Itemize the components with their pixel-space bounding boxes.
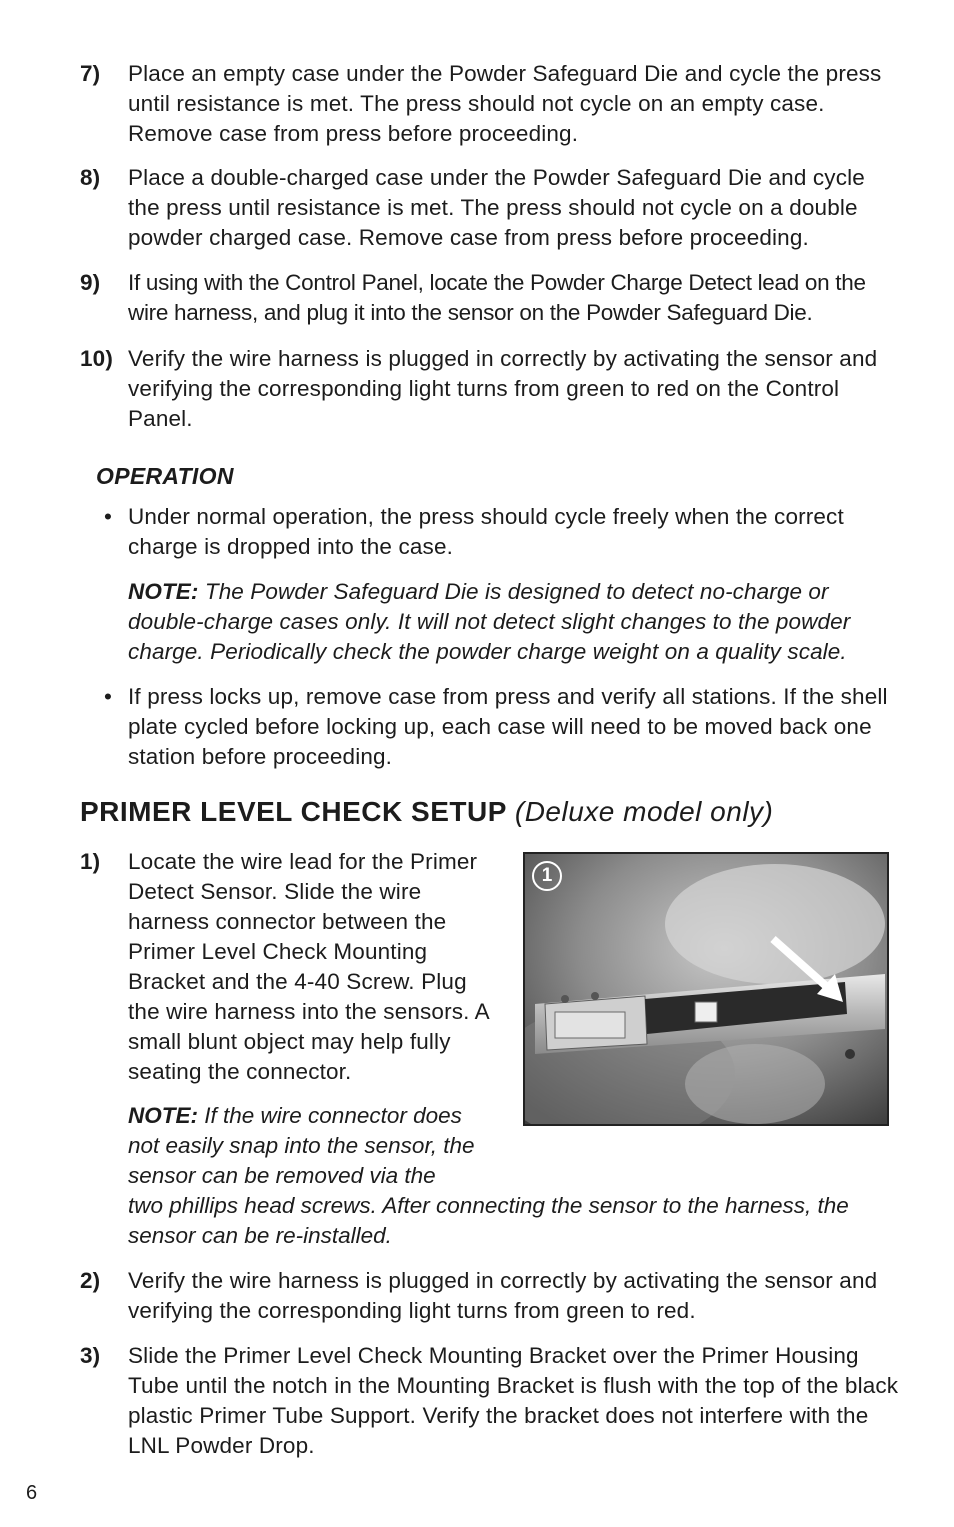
sensor-photo-illustration: [525, 854, 887, 1124]
bullet-icon: •: [104, 684, 113, 709]
heading-sub: (Deluxe model only): [514, 796, 774, 827]
heading-main: PRIMER LEVEL CHECK SETUP: [80, 796, 507, 827]
step-number: 7): [80, 61, 101, 86]
step-number: 3): [80, 1343, 101, 1368]
step-number: 1): [80, 849, 101, 874]
note-label: NOTE:: [128, 579, 199, 604]
step-number: 8): [80, 165, 101, 190]
step-number: 9): [80, 270, 101, 295]
primer-section-heading: [80, 796, 773, 828]
bullet-icon: •: [104, 504, 113, 529]
note-text: If the wire connector does not easily snap into the sensor, the sensor can be removed via the: [128, 1103, 475, 1188]
step-number: 10): [80, 346, 113, 371]
operation-heading: OPERATION: [96, 463, 234, 489]
step-text: Locate the wire lead for the Primer Detect Sensor. Slide the wire harness connector between the Primer Level Check Mounting Bracket and the 4-40 Screw. Plug the wire harness into the sensors. A small blunt object may help fully seating the connector.: [128, 849, 489, 1084]
step-8: [80, 163, 900, 253]
bullet-text: If press locks up, remove case from press and verify all stations. If the shell plate cycled before locking up, each case will need to be moved back one station before proceeding.: [128, 684, 888, 769]
step-number: 2): [80, 1268, 101, 1293]
note-text: The Powder Safeguard Die is designed to detect no-charge or double-charge cases only. It will not detect slight changes to the powder charge. Periodically check the powder charge weight on a quality scale.: [128, 579, 851, 664]
primer-note-part-1: [128, 1101, 498, 1191]
bullet-text: Under normal operation, the press should cycle freely when the correct charge is dropped into the case.: [128, 504, 844, 559]
primer-step-2: [80, 1266, 900, 1326]
operation-bullet-1: [104, 502, 904, 562]
step-text: Place a double-charged case under the Powder Safeguard Die and cycle the press until resistance is met. The press should not cycle on a double powder charged case. Remove case from press before proceeding.: [128, 165, 865, 250]
primer-note-part-2: two phillips head screws. After connecting the sensor to the harness, the sensor can be re-installed.: [128, 1193, 849, 1248]
note-label: NOTE:: [128, 1103, 198, 1128]
primer-step-1: [80, 847, 500, 1087]
step-text: Verify the wire harness is plugged in correctly by activating the sensor and verifying the corresponding light turns from green to red.: [128, 1268, 878, 1323]
photo-badge: 1: [532, 861, 562, 891]
step-text: Slide the Primer Level Check Mounting Bracket over the Primer Housing Tube until the notch in the Mounting Bracket is flush with the top of the black plastic Primer Tube Support. Verify the bracket does not interfere with the LNL Powder Drop.: [128, 1343, 899, 1458]
step-text: If using with the Control Panel, locate the Powder Charge Detect lead on the wire harness, and plug it into the sensor on the Powder Safeguard Die.: [128, 270, 866, 325]
step-text: Place an empty case under the Powder Safeguard Die and cycle the press until resistance is met. The press should not cycle on an empty case. Remove case from press before proceeding.: [128, 61, 882, 146]
page-number: 6: [26, 1482, 38, 1504]
step-10: [80, 344, 900, 434]
sensor-photo: [523, 852, 889, 1126]
primer-step-3: [80, 1341, 900, 1461]
step-7: [80, 59, 900, 149]
operation-bullet-2: [104, 682, 904, 772]
step-9: [80, 268, 900, 328]
step-text: Verify the wire harness is plugged in correctly by activating the sensor and verifying the corresponding light turns from green to red on the Control Panel.: [128, 346, 878, 431]
operation-note: [128, 577, 898, 667]
